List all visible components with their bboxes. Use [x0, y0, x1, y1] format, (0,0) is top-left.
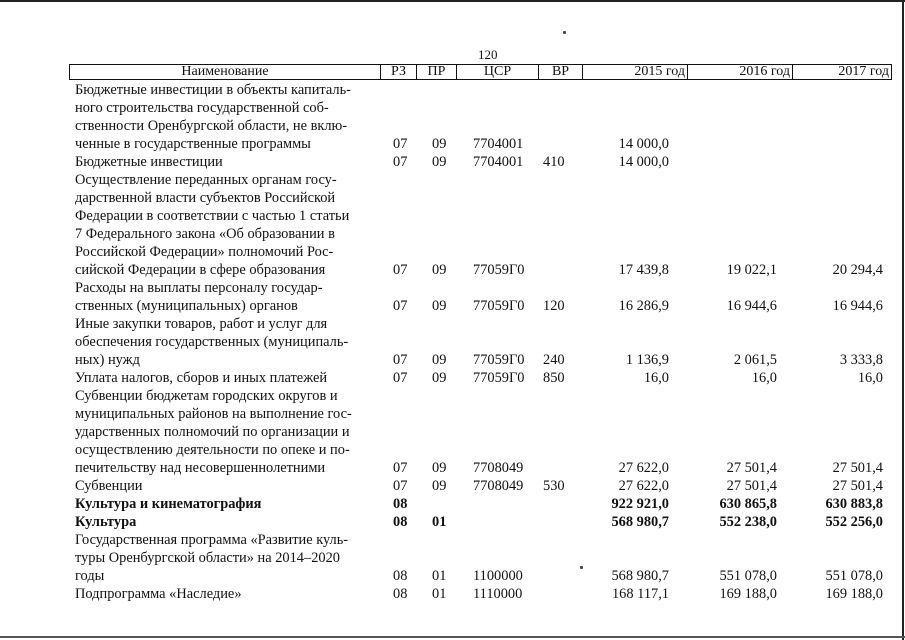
- row-name: Государственная программа «Развитие куль- туры Оренбургской области» на 2014–2020 годы: [75, 532, 349, 584]
- row-year-2017: 552 256,0: [825, 514, 883, 530]
- row-year-2016: 16,0: [751, 370, 777, 386]
- column-header-pr: ПР: [417, 65, 457, 79]
- row-year-2016: 552 238,0: [719, 514, 777, 530]
- row-name: Подпрограмма «Наследие»: [75, 586, 242, 602]
- row-year-2015: 17 439,8: [618, 262, 669, 278]
- column-header-vr: ВР: [539, 65, 583, 79]
- row-pr: 09: [432, 154, 447, 170]
- row-year-2016: 630 865,8: [719, 496, 777, 512]
- row-year-2015: 27 622,0: [618, 478, 669, 494]
- row-rz: 07: [393, 460, 408, 476]
- row-year-2017: 169 188,0: [825, 586, 883, 602]
- row-year-2017: 3 333,8: [839, 352, 883, 368]
- table-row: [0, 495, 905, 513]
- row-year-2015: 568 980,7: [611, 568, 669, 584]
- page-number: 120: [478, 47, 498, 62]
- row-year-2017: 27 501,4: [832, 478, 883, 494]
- row-rz: 08: [393, 568, 408, 584]
- row-name: Культура и кинематография: [75, 496, 262, 512]
- row-rz: 07: [393, 478, 408, 494]
- row-name: Субвенции бюджетам городских округов и муниципальных районов на выполнение гос- ударственных полномочий по организации и осуществлению деятельности по опеке и по- печительству над несовершеннолетними: [75, 388, 352, 476]
- row-pr: 09: [432, 298, 447, 314]
- row-pr: 01: [432, 514, 447, 530]
- row-year-2015: 1 136,9: [625, 352, 669, 368]
- table-row: [0, 387, 905, 477]
- table-header: [69, 64, 892, 80]
- row-name: Культура: [75, 514, 137, 530]
- row-rz: 07: [393, 136, 408, 152]
- row-pr: 01: [432, 568, 447, 584]
- table-row: [0, 513, 905, 531]
- row-year-2015: 16 286,9: [618, 298, 669, 314]
- row-csr: 7704001: [473, 136, 524, 152]
- row-vr: 850: [543, 370, 565, 386]
- row-year-2016: 169 188,0: [719, 586, 777, 602]
- column-header-rz: РЗ: [381, 65, 417, 79]
- row-pr: 09: [432, 352, 447, 368]
- row-rz: 07: [393, 370, 408, 386]
- row-name: Иные закупки товаров, работ и услуг для обеспечения государственных (муниципаль- ных) нужд: [75, 316, 349, 368]
- row-year-2017: 16 944,6: [832, 298, 883, 314]
- table-body: [0, 81, 905, 603]
- row-rz: 07: [393, 298, 408, 314]
- row-name: Бюджетные инвестиции в объекты капиталь- ного строительства государственной соб- ственности Оренбургской области, не вклю- ченные в государственные программы: [75, 82, 351, 152]
- column-header-csr: ЦСР: [457, 65, 539, 79]
- row-pr: 09: [432, 478, 447, 494]
- row-rz: 07: [393, 154, 408, 170]
- row-csr: 77059Г0: [473, 262, 525, 278]
- column-header-name: Наименование: [70, 65, 381, 79]
- row-year-2015: 27 622,0: [618, 460, 669, 476]
- row-year-2015: 14 000,0: [618, 154, 669, 170]
- table-row: [0, 315, 905, 369]
- row-csr: 1110000: [473, 586, 523, 602]
- row-vr: 240: [543, 352, 565, 368]
- row-year-2016: 27 501,4: [726, 460, 777, 476]
- row-year-2016: 2 061,5: [733, 352, 777, 368]
- row-csr: 7708049: [473, 478, 524, 494]
- row-csr: 77059Г0: [473, 298, 525, 314]
- row-year-2017: 20 294,4: [832, 262, 883, 278]
- table-row: [0, 153, 905, 171]
- row-pr: 09: [432, 370, 447, 386]
- scan-border-bottom: [0, 636, 905, 638]
- row-name: Осуществление переданных органам госу- дарственной власти субъектов Российской Федерации в соответствии с частью 1 статьи 7 Федерального закона «Об образовании в Российской Федерации» полномочий Рос- сийской Федерации в сфере образования: [75, 172, 350, 278]
- row-year-2016: 19 022,1: [726, 262, 777, 278]
- row-name: Бюджетные инвестиции: [75, 154, 223, 170]
- table-row: [0, 279, 905, 315]
- table-row: [0, 81, 905, 153]
- row-rz: 08: [393, 586, 408, 602]
- table-row: [0, 171, 905, 279]
- row-year-2016: 16 944,6: [726, 298, 777, 314]
- row-csr: 77059Г0: [473, 352, 525, 368]
- row-vr: 120: [543, 298, 565, 314]
- row-year-2017: 630 883,8: [825, 496, 883, 512]
- row-name: Уплата налогов, сборов и иных платежей: [75, 370, 328, 386]
- row-year-2017: 551 078,0: [825, 568, 883, 584]
- scan-speck: [563, 31, 566, 34]
- row-year-2016: 27 501,4: [726, 478, 777, 494]
- column-header-2015: 2015 год: [583, 65, 688, 79]
- row-rz: 07: [393, 262, 408, 278]
- row-csr: 77059Г0: [473, 370, 525, 386]
- row-year-2015: 16,0: [643, 370, 669, 386]
- row-rz: 08: [393, 496, 408, 512]
- row-year-2016: 551 078,0: [719, 568, 777, 584]
- row-vr: 530: [543, 478, 565, 494]
- row-csr: 1100000: [473, 568, 523, 584]
- scan-border-top: [0, 0, 905, 2]
- row-vr: 410: [543, 154, 565, 170]
- row-csr: 7708049: [473, 460, 524, 476]
- row-rz: 07: [393, 352, 408, 368]
- row-rz: 08: [393, 514, 408, 530]
- row-year-2015: 14 000,0: [618, 136, 669, 152]
- table-row: [0, 531, 905, 585]
- column-header-2017: 2017 год: [838, 64, 889, 79]
- row-pr: 09: [432, 136, 447, 152]
- row-pr: 01: [432, 586, 447, 602]
- row-csr: 7704001: [473, 154, 524, 170]
- table-row: [0, 477, 905, 495]
- row-year-2017: 27 501,4: [832, 460, 883, 476]
- row-year-2015: 568 980,7: [611, 514, 669, 530]
- table-row: [0, 369, 905, 387]
- row-name: Расходы на выплаты персоналу государ- ственных (муниципальных) органов: [75, 280, 323, 314]
- table-row: [0, 585, 905, 603]
- row-year-2015: 168 117,1: [611, 586, 669, 602]
- row-name: Субвенции: [75, 478, 143, 494]
- row-year-2015: 922 921,0: [611, 496, 669, 512]
- row-year-2017: 16,0: [857, 370, 883, 386]
- row-pr: 09: [432, 262, 447, 278]
- row-pr: 09: [432, 460, 447, 476]
- column-header-2016: 2016 год: [688, 65, 793, 79]
